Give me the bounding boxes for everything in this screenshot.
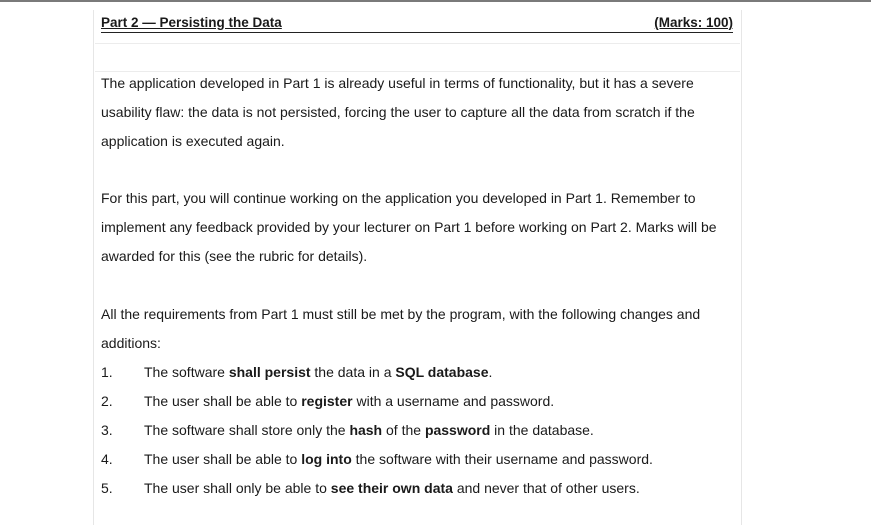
list-item-number: 5. bbox=[101, 480, 113, 496]
list-item bbox=[101, 445, 741, 474]
requirements-list bbox=[101, 358, 741, 503]
list-item bbox=[101, 358, 741, 387]
page-margin-left bbox=[93, 10, 94, 525]
page-margin-right bbox=[741, 10, 742, 525]
paragraph-intro: The application developed in Part 1 is already useful in terms of functionality, but it has a severe usability flaw: the data is not persisted, forcing the user to capture all the data from scratch if the application is executed again. bbox=[101, 75, 695, 149]
table-row-divider bbox=[95, 43, 740, 44]
section-header bbox=[101, 14, 733, 33]
list-item-text: The user shall be able to log into the software with their username and password. bbox=[144, 451, 653, 467]
list-item-number: 2. bbox=[101, 393, 113, 409]
paragraph-requirements-intro: All the requirements from Part 1 must still be met by the program, with the following changes and additions: bbox=[101, 306, 701, 351]
list-item-text: The user shall be able to register with a username and password. bbox=[144, 393, 555, 409]
list-item-number: 4. bbox=[101, 451, 113, 467]
list-item bbox=[101, 416, 741, 445]
section-marks: (Marks: 100) bbox=[654, 15, 733, 30]
section-title: Part 2 — Persisting the Data bbox=[101, 15, 282, 30]
list-item bbox=[101, 387, 741, 416]
list-item-number: 3. bbox=[101, 422, 113, 438]
window-top-border bbox=[0, 0, 871, 2]
list-item bbox=[101, 474, 741, 503]
list-item-text: The software shall persist the data in a SQL database. bbox=[144, 364, 493, 380]
list-item-text: The software shall store only the hash of the password in the database. bbox=[144, 422, 594, 438]
list-item-number: 1. bbox=[101, 364, 113, 380]
list-item-text: The user shall only be able to see their own data and never that of other users. bbox=[144, 480, 640, 496]
paragraph-continue: For this part, you will continue working on the application you developed in Part 1. Remember to implement any feedback provided by your lecturer on Part 1 before working on Part 2. Marks will be awarded for this (see the rubric for details). bbox=[101, 190, 717, 264]
